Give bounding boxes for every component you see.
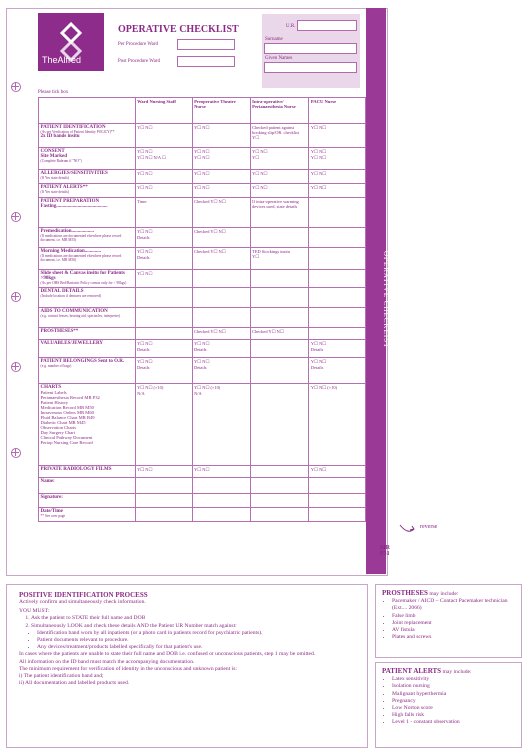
row-label-cell bbox=[39, 358, 136, 384]
check-cell[interactable]: Y☐ N☐ Y☐ N☐ bbox=[192, 148, 250, 170]
row-label: PATIENT IDENTIFICATION bbox=[40, 124, 106, 130]
check-cell[interactable]: Y☐ N☐ Details bbox=[309, 340, 366, 358]
check-cell[interactable] bbox=[250, 494, 309, 508]
pip-step: 2. Simultaneously LOOK and check these details AND the Patient UR Number match against: bbox=[31, 623, 359, 630]
table-row bbox=[39, 466, 366, 478]
prostheses-panel bbox=[375, 584, 522, 658]
table-row bbox=[39, 308, 366, 328]
table-row bbox=[39, 148, 366, 170]
check-cell[interactable] bbox=[192, 308, 250, 328]
check-cell[interactable]: Y☐ N☐ bbox=[192, 184, 250, 198]
col-header: Preoperative Theatre Nurse bbox=[192, 98, 250, 124]
post-ward-field[interactable] bbox=[177, 56, 235, 67]
row-label: PRIVATE RADIOLOGY FILMS bbox=[40, 466, 112, 472]
check-cell[interactable] bbox=[309, 478, 366, 494]
check-cell[interactable] bbox=[309, 494, 366, 508]
chart-item: Patient Labels bbox=[40, 389, 67, 395]
table-row bbox=[39, 124, 366, 148]
pip-note: All information on the ID band must match the accompanying documentation. bbox=[19, 658, 195, 665]
please-tick-label: Please tick box bbox=[38, 90, 69, 95]
row-label-cell bbox=[39, 384, 136, 466]
check-cell[interactable] bbox=[250, 228, 309, 248]
punch-hole-icon bbox=[11, 448, 21, 458]
pip-panel bbox=[6, 584, 368, 748]
check-cell[interactable] bbox=[309, 508, 366, 522]
check-cell[interactable]: If intra-operative warming devices used, state details bbox=[250, 198, 309, 228]
row-label-cell bbox=[39, 466, 136, 478]
row-label: CONSENT bbox=[40, 148, 65, 154]
table-row bbox=[39, 170, 366, 184]
col-header bbox=[39, 98, 136, 124]
mr-code: MR P31 bbox=[380, 545, 390, 557]
row-label-cell bbox=[39, 328, 136, 340]
table-header-row bbox=[39, 98, 366, 124]
check-cell[interactable] bbox=[250, 308, 309, 328]
table-row bbox=[39, 494, 366, 508]
table-row bbox=[39, 384, 366, 466]
row-label: PATIENT BELONGINGS Sent to O.R. bbox=[40, 358, 125, 364]
row-sublabel: (As per OHS Bed/Bariatric Policy canvas only for < 90kgs) bbox=[40, 280, 127, 285]
form-title: OPERATIVE CHECKLIST bbox=[118, 24, 239, 35]
check-cell[interactable] bbox=[250, 288, 309, 308]
pip-note: In cases where the patients are unable to state their full name and DOB i.e. confused or unconscious patients, step 1 may be omitted. bbox=[19, 651, 316, 658]
check-cell[interactable]: Y☐ N☐ bbox=[135, 170, 192, 184]
row-label-cell bbox=[39, 124, 136, 148]
check-cell[interactable]: Y☐ N☐ Details bbox=[135, 340, 192, 358]
check-cell[interactable]: Y☐ N☐ bbox=[309, 184, 366, 198]
reverse-arrow-icon bbox=[398, 522, 418, 534]
row-extra: Site Marked bbox=[40, 153, 68, 159]
row-label: ALLERGIES/SENSITIVITIES bbox=[40, 170, 108, 176]
check-cell[interactable]: Y☐ N☐ bbox=[250, 184, 309, 198]
check-cell[interactable]: Checked Y☐ N☐ bbox=[250, 328, 309, 340]
table-row bbox=[39, 228, 366, 248]
pip-bullet: • Patient documents relevant to procedure. bbox=[37, 637, 359, 644]
check-cell[interactable] bbox=[192, 508, 250, 522]
pip-list-item: ii) All documentation and labelled products used. bbox=[19, 680, 130, 687]
check-cell[interactable] bbox=[250, 478, 309, 494]
check-cell[interactable]: Y☐ N☐ Y☐ bbox=[250, 148, 309, 170]
row-label-cell bbox=[39, 508, 136, 522]
logo-text: TheAlfred bbox=[42, 55, 82, 65]
chart-item: Diabetic Chart MR M45 bbox=[40, 419, 86, 425]
row-label-cell bbox=[39, 288, 136, 308]
row-label-cell bbox=[39, 340, 136, 358]
row-label-cell bbox=[39, 148, 136, 170]
check-cell[interactable]: Y☐ N☐ (×10) bbox=[309, 384, 366, 466]
row-label: PATIENT ALERTS** bbox=[40, 184, 88, 190]
check-cell[interactable]: Y☐ N☐ bbox=[192, 170, 250, 184]
row-label: Morning Medication............. bbox=[40, 248, 102, 254]
table-row bbox=[39, 358, 366, 384]
punch-hole-icon bbox=[11, 82, 21, 92]
row-label: PROSTHESES** bbox=[40, 328, 79, 334]
row-label-cell bbox=[39, 494, 136, 508]
pip-step: 1. Ask the patient to STATE their full name and DOB bbox=[31, 615, 359, 622]
row-extra: 2x ID bands insitu bbox=[40, 133, 80, 139]
check-cell[interactable]: Y☐ N☐ bbox=[309, 170, 366, 184]
row-label: VALUABLES/JEWELLERY bbox=[40, 340, 104, 346]
check-cell[interactable]: Checked patient against booking slip/OR. checklist Y☐ bbox=[250, 124, 309, 148]
check-cell[interactable] bbox=[309, 248, 366, 270]
row-sublabel: (Include location if dentures are removed) bbox=[40, 293, 102, 298]
table-row bbox=[39, 340, 366, 358]
check-cell[interactable]: Y☐ N☐ bbox=[135, 184, 192, 198]
chart-item: Clinical Pathway Document bbox=[40, 434, 93, 440]
pip-intro: Actively confirm and simultaneously check information. bbox=[19, 599, 146, 605]
check-cell[interactable]: Y☐ N☐ bbox=[135, 270, 192, 288]
prostheses-title-rest: may include: bbox=[427, 591, 459, 597]
pip-bullet: • Any devices/treatment/products labelled specifically for that patient's use. bbox=[37, 644, 359, 651]
check-cell[interactable]: Checked Y☐ N☐ bbox=[192, 328, 250, 340]
check-cell[interactable] bbox=[250, 466, 309, 478]
check-cell[interactable]: Y☐ N☐ bbox=[192, 466, 250, 478]
check-cell[interactable]: Y☐ N☐ bbox=[309, 124, 366, 148]
check-cell[interactable]: Y☐ N☐ bbox=[192, 124, 250, 148]
alert-item: • Low Norton score bbox=[392, 705, 517, 712]
table-row bbox=[39, 248, 366, 270]
check-cell[interactable] bbox=[135, 288, 192, 308]
alert-item: • Level 1 - constant observation bbox=[392, 719, 517, 726]
check-cell[interactable]: Checked Y☐ N☐ bbox=[192, 198, 250, 228]
row-label: AIDS TO COMMUNICATION bbox=[40, 308, 108, 314]
chart-item: Medication Record MR M50 bbox=[40, 404, 94, 410]
prosthesis-item: • AV fistula bbox=[392, 627, 517, 634]
prosthesis-item: • Joint replacement bbox=[392, 620, 517, 627]
prosthesis-item: • Plates and screws bbox=[392, 634, 517, 641]
check-cell[interactable]: Y☐ N☐ Details bbox=[192, 340, 250, 358]
col-header: PACU Nurse bbox=[309, 98, 366, 124]
table-row bbox=[39, 270, 366, 288]
chart-item: Day Surgery Chart bbox=[40, 429, 76, 435]
check-cell[interactable] bbox=[250, 384, 309, 466]
alerts-title-rest: may include: bbox=[441, 669, 472, 675]
check-cell[interactable]: Checked Y☐ N☐ bbox=[192, 228, 250, 248]
prosthesis-item: • Pacemaker / AICD – Contact Pacemaker technician (Ext.... 2066) bbox=[392, 598, 517, 612]
table-row bbox=[39, 288, 366, 308]
punch-hole-icon bbox=[11, 292, 21, 302]
check-cell[interactable]: Y☐ N☐ bbox=[250, 170, 309, 184]
check-cell[interactable]: Time: bbox=[135, 198, 192, 228]
check-cell[interactable] bbox=[192, 270, 250, 288]
row-extra: Fasting......................................... bbox=[40, 203, 108, 209]
given-names-label: Given Names bbox=[265, 56, 293, 61]
given-names-field[interactable] bbox=[264, 62, 357, 73]
pip-bullet: • Identification band worn by all inpatients (or a photo card in patients record for psychiatric patients). bbox=[37, 630, 359, 637]
row-sublabel: (If Yes state details) bbox=[40, 189, 70, 194]
alert-item: • High falls risk bbox=[392, 712, 517, 719]
alerts-title: PATIENT ALERTS bbox=[382, 667, 442, 675]
table-row bbox=[39, 184, 366, 198]
row-label-cell bbox=[39, 170, 136, 184]
row-label-cell bbox=[39, 228, 136, 248]
table-row bbox=[39, 478, 366, 494]
alert-item: • Pregnancy bbox=[392, 698, 517, 705]
chart-item: Perianaesthesia Record MR P32 bbox=[40, 394, 100, 400]
check-cell[interactable] bbox=[309, 270, 366, 288]
check-cell[interactable] bbox=[135, 508, 192, 522]
prostheses-title: PROSTHESES bbox=[382, 589, 428, 597]
check-cell[interactable] bbox=[135, 308, 192, 328]
alert-item: • Malignant hyperthermia bbox=[392, 691, 517, 698]
check-cell[interactable] bbox=[309, 328, 366, 340]
per-ward-label: Per Procedure Ward bbox=[118, 42, 159, 47]
check-cell[interactable]: Y☐ N☐ bbox=[135, 466, 192, 478]
check-cell[interactable]: Y☐ N☐ Details bbox=[135, 248, 192, 270]
check-cell[interactable] bbox=[309, 308, 366, 328]
row-label-cell bbox=[39, 308, 136, 328]
chart-item: Intravenous Orders MR M60 bbox=[40, 409, 94, 415]
check-cell[interactable] bbox=[135, 478, 192, 494]
row-sublabel: (e.g. number of bags) bbox=[40, 363, 72, 368]
pip-title: POSITIVE IDENTIFICATION PROCESS bbox=[19, 591, 148, 599]
alert-item: • Latex sensitivity bbox=[392, 676, 517, 683]
col-header: Ward Nursing Staff bbox=[135, 98, 192, 124]
chart-item: Patient History bbox=[40, 399, 69, 405]
row-sublabel: (e.g. contact lenses, hearing aid, spectacles, interpreter) bbox=[40, 313, 121, 318]
row-extra-sub: (Complete Rubrum if "NO") bbox=[40, 158, 82, 163]
row-sublabel: (If Yes state details) bbox=[40, 175, 70, 180]
row-sublabel: (As per Verification of Patient Identity POLICY)** bbox=[40, 129, 115, 134]
surname-field[interactable] bbox=[264, 43, 357, 54]
row-label: Name: bbox=[40, 478, 55, 484]
row-label: Premedication.................. bbox=[40, 228, 95, 234]
row-label-cell bbox=[39, 270, 136, 288]
check-cell[interactable] bbox=[250, 340, 309, 358]
row-label: DENTAL DETAILS bbox=[40, 288, 84, 294]
check-cell[interactable]: TED Stockings insitu Y☐ bbox=[250, 248, 309, 270]
checklist-table bbox=[38, 97, 366, 522]
check-cell[interactable] bbox=[250, 358, 309, 384]
pip-list-item: i) The patient identification band and; bbox=[19, 673, 104, 680]
reverse-label: reverse bbox=[420, 524, 438, 530]
prosthesis-item: • False limb bbox=[392, 613, 517, 620]
table-row bbox=[39, 198, 366, 228]
check-cell[interactable]: Y☐ N☐ Details bbox=[135, 228, 192, 248]
ur-label: U.R. bbox=[286, 24, 296, 29]
row-label: Slide sheet & Canvas insitu for Patients >90kgs bbox=[40, 270, 125, 281]
pip-note: The minimum requirement for verification of identity in the unconscious and unknown patient is: bbox=[19, 665, 237, 672]
check-cell[interactable] bbox=[135, 328, 192, 340]
chart-item: Periop Nursing Care Record bbox=[40, 439, 93, 445]
check-cell[interactable]: Y☐ N☐ bbox=[135, 124, 192, 148]
punch-hole-icon bbox=[11, 362, 21, 372]
row-label: Signature: bbox=[40, 494, 63, 500]
check-cell[interactable] bbox=[309, 288, 366, 308]
check-cell[interactable] bbox=[250, 270, 309, 288]
check-cell[interactable] bbox=[309, 228, 366, 248]
chart-item: Fluid Balance Chart MR R49 bbox=[40, 414, 95, 420]
check-cell[interactable] bbox=[192, 494, 250, 508]
check-cell[interactable]: Y☐ N☐ bbox=[309, 466, 366, 478]
row-label-cell bbox=[39, 198, 136, 228]
check-cell[interactable] bbox=[309, 198, 366, 228]
check-cell[interactable]: Y☐ N☐ (×10) N/A bbox=[135, 384, 192, 466]
pip-must: YOU MUST: bbox=[19, 608, 50, 615]
check-cell[interactable]: Y☐ N☐ Y☐ N☐ N/A ☐ bbox=[135, 148, 192, 170]
check-cell[interactable]: Y☐ N☐ Details bbox=[192, 358, 250, 384]
row-label: CHARTS bbox=[40, 384, 62, 390]
check-cell[interactable] bbox=[192, 478, 250, 494]
check-cell[interactable]: Y☐ N☐ Y☐ N☐ bbox=[309, 148, 366, 170]
check-cell[interactable] bbox=[135, 494, 192, 508]
chart-item: Observation Charts bbox=[40, 424, 77, 430]
row-sublabel: ** See over page bbox=[40, 513, 66, 518]
check-cell[interactable] bbox=[250, 508, 309, 522]
table-row bbox=[39, 508, 366, 522]
row-label: PATIENT PREPARATION bbox=[40, 198, 100, 204]
ur-field[interactable] bbox=[297, 20, 357, 31]
row-label-cell bbox=[39, 184, 136, 198]
row-label-cell bbox=[39, 478, 136, 494]
sidebar-title: OPERATIVE CHECKLIST bbox=[382, 251, 390, 349]
check-cell[interactable]: Y☐ N☐ (×10) N/A bbox=[192, 384, 250, 466]
post-ward-label: Post Procedure Ward bbox=[118, 59, 160, 64]
alert-item: • Isolation nursing bbox=[392, 683, 517, 690]
row-sublabel: (If medications are documented elsewhere please record document, i.e. MR M55) bbox=[40, 233, 122, 242]
row-sublabel: (If medications are documented elsewhere please record document, i.e. MR M50) bbox=[40, 253, 122, 262]
surname-label: Surname bbox=[265, 37, 283, 42]
check-cell[interactable] bbox=[192, 288, 250, 308]
alerts-panel bbox=[375, 662, 522, 748]
punch-hole-icon bbox=[11, 212, 21, 222]
row-label-cell bbox=[39, 248, 136, 270]
col-header: Intra-operative/ Perianaesthesia Nurse bbox=[250, 98, 309, 124]
check-cell[interactable]: Y☐ N☐ Details bbox=[135, 358, 192, 384]
row-label: Date/Time bbox=[40, 508, 63, 514]
table-row bbox=[39, 328, 366, 340]
check-cell[interactable]: Y☐ N☐ Details bbox=[309, 358, 366, 384]
per-ward-field[interactable] bbox=[177, 39, 235, 50]
check-cell[interactable]: Checked Y☐ N☐ bbox=[192, 248, 250, 270]
